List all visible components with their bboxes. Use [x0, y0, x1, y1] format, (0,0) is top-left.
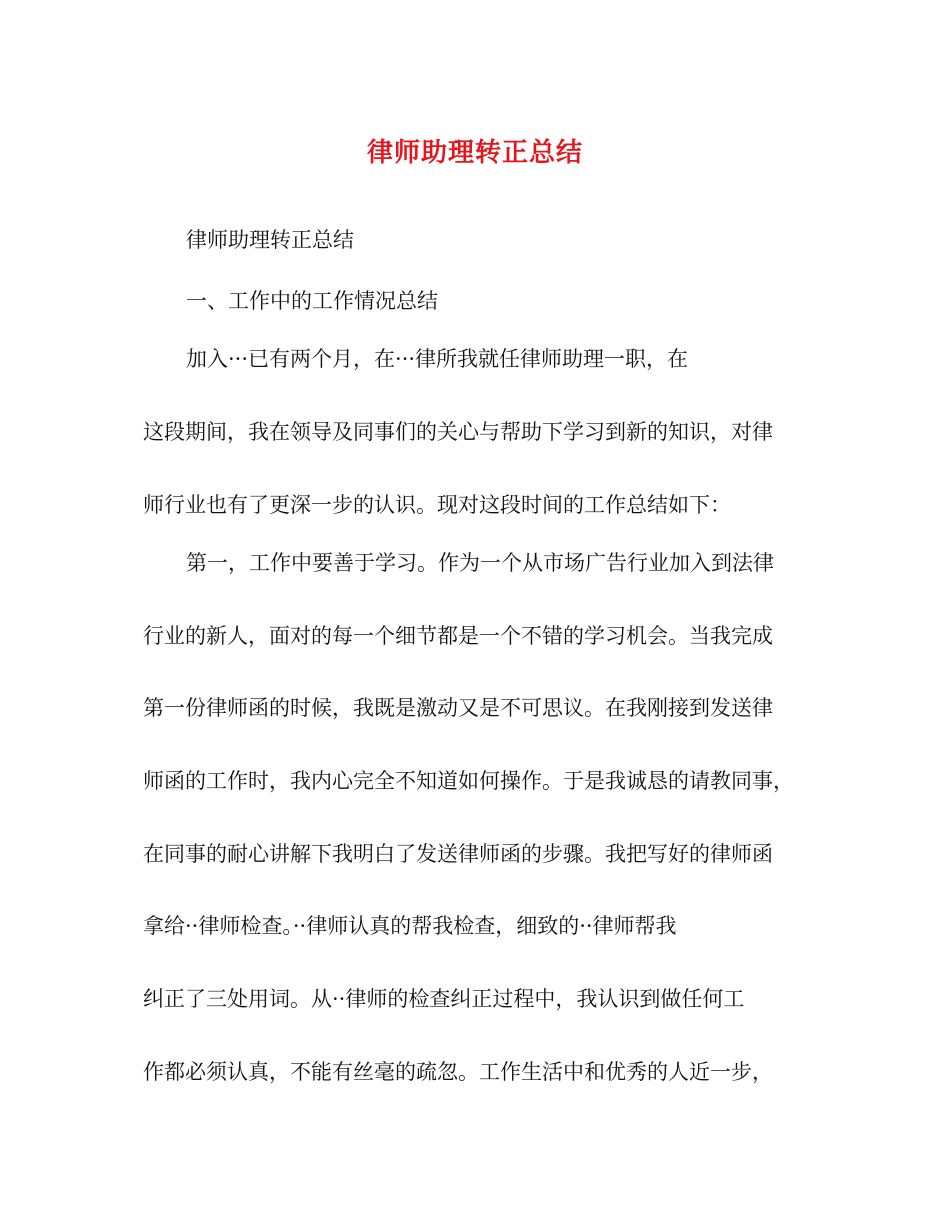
paragraph-line: 这段期间，我在领导及同事们的关心与帮助下学习到新的知识，对律	[143, 420, 773, 444]
paragraph-line: 师函的工作时，我内心完全不知道如何操作。于是我诚恳的请教同事，	[143, 769, 794, 793]
paragraph-line: 纠正了三处用词。从··律师的检查纠正过程中，我认识到做任何工	[143, 987, 745, 1011]
paragraph-line: 拿给··律师检查。··律师认真的帮我检查，细致的··律师帮我	[143, 914, 677, 938]
paragraph-line: 第一，工作中要善于学习。作为一个从市场广告行业加入到法律	[186, 551, 774, 575]
paragraph-line: 在同事的耐心讲解下我明白了发送律师函的步骤。我把写好的律师函	[143, 842, 773, 866]
paragraph-line: 行业的新人，面对的每一个细节都是一个不错的学习机会。当我完成	[143, 624, 773, 648]
paragraph-line: 作都必须认真，不能有丝毫的疏忽。工作生活中和优秀的人近一步，	[143, 1060, 773, 1084]
paragraph-line: 第一份律师函的时候，我既是激动又是不可思议。在我刚接到发送律	[143, 696, 773, 720]
paragraph-line: 加入···已有两个月，在···律所我就任律师助理一职，在	[186, 347, 689, 371]
document-heading: 律师助理转正总结	[186, 228, 354, 252]
document-title: 律师助理转正总结	[366, 138, 583, 168]
section-heading: 一、工作中的工作情况总结	[186, 289, 438, 313]
paragraph-line: 师行业也有了更深一步的认识。现对这段时间的工作总结如下：	[143, 493, 731, 517]
